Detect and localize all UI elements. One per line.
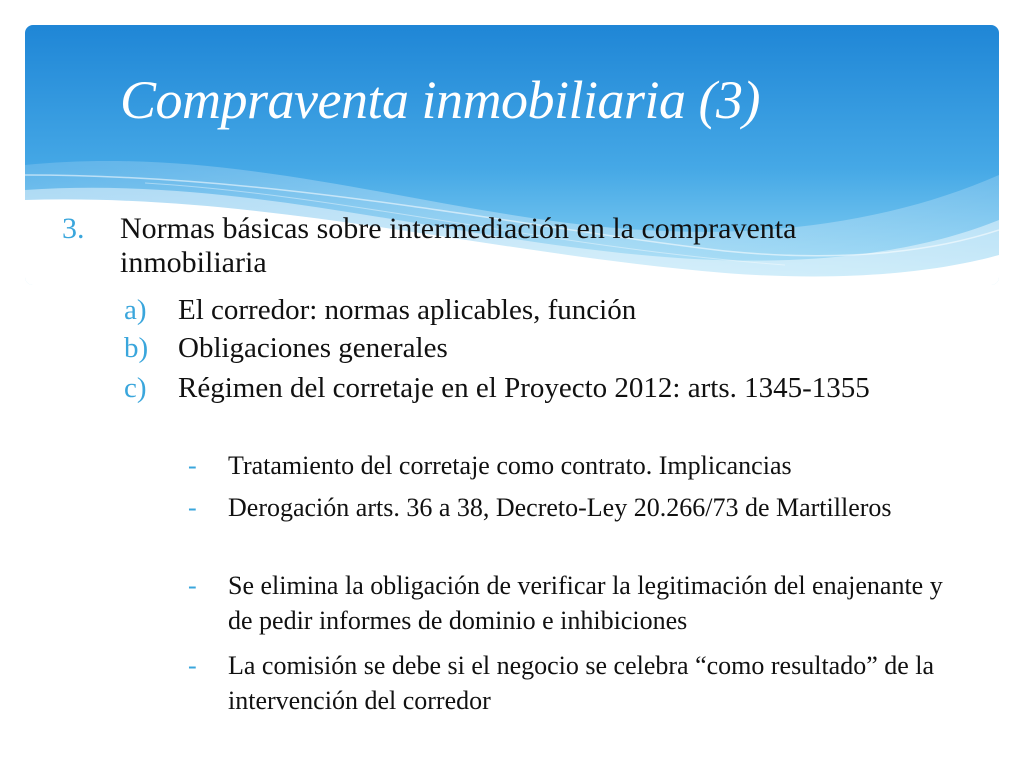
list-item-level3	[188, 568, 958, 638]
list-marker: c)	[124, 372, 147, 404]
list-item-level2	[124, 294, 954, 326]
list-item-text: Obligaciones generales	[178, 332, 448, 364]
list-item-text: Régimen del corretaje en el Proyecto 2012: arts. 1345-1355	[178, 372, 870, 404]
list-item-level2	[124, 372, 954, 404]
list-marker: 3.	[62, 212, 85, 245]
list-item-level3	[188, 648, 958, 718]
list-item-text: Se elimina la obligación de verificar la legitimación del enajenante y de pedir informes de dominio e inhibiciones	[228, 571, 943, 635]
slide-title: Compraventa inmobiliaria (3)	[120, 70, 760, 130]
list-marker: -	[188, 451, 197, 480]
list-item-text: Normas básicas sobre intermediación en la compraventa inmobiliaria	[120, 212, 797, 279]
list-item-level2	[124, 332, 954, 364]
list-item-text: Tratamiento del corretaje como contrato. Implicancias	[228, 451, 792, 480]
list-item-level1	[62, 212, 822, 280]
list-marker: -	[188, 571, 197, 600]
list-item-level3	[188, 448, 958, 483]
list-item-text: El corredor: normas aplicables, función	[178, 294, 637, 326]
list-marker: -	[188, 493, 197, 522]
list-marker: b)	[124, 332, 149, 364]
list-marker: -	[188, 651, 197, 680]
list-item-level3	[188, 490, 958, 525]
list-item-text: Derogación arts. 36 a 38, Decreto-Ley 20.266/73 de Martilleros	[228, 493, 892, 522]
list-marker: a)	[124, 294, 147, 326]
list-item-text: La comisión se debe si el negocio se celebra “como resultado” de la intervención del corredor	[228, 651, 935, 715]
